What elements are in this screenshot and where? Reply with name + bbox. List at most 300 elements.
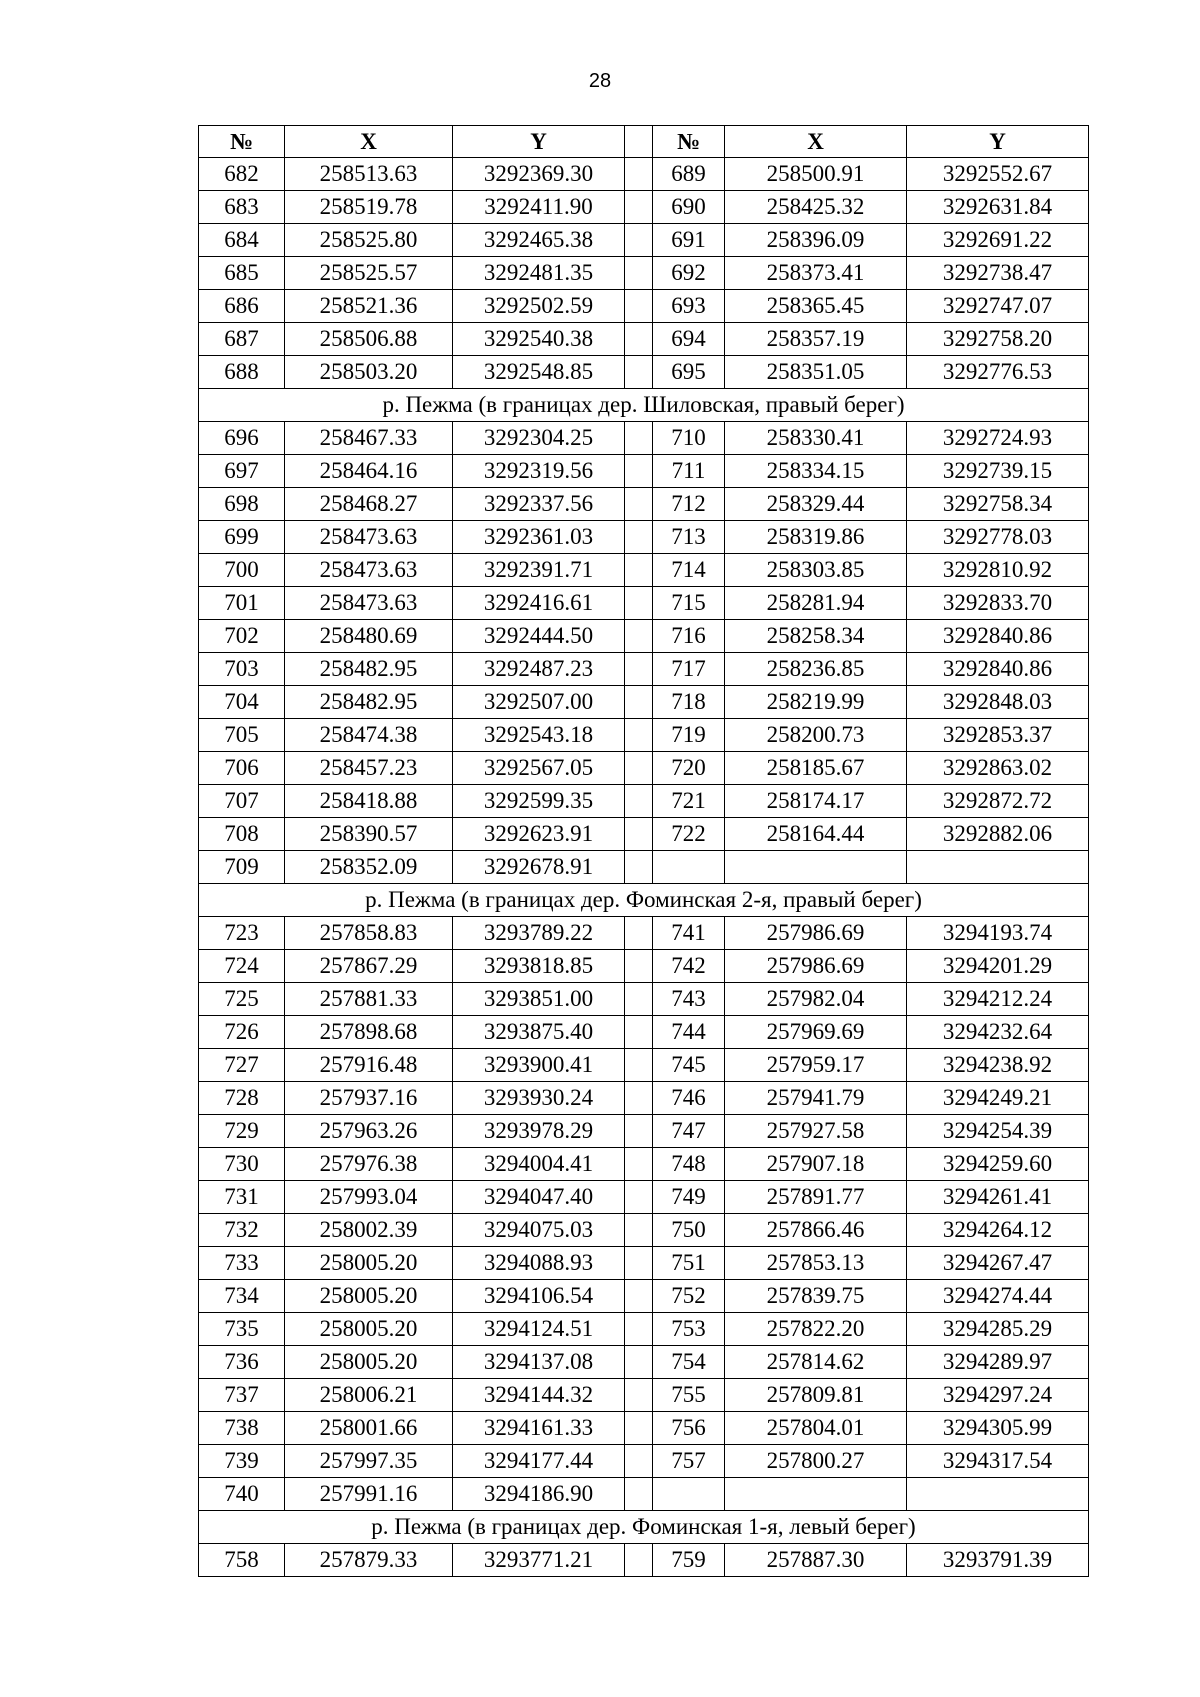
y-value: 3292507.00 (453, 686, 625, 719)
point-number: 740 (199, 1478, 285, 1511)
gap-cell (625, 1049, 653, 1082)
point-number: 742 (653, 950, 725, 983)
x-value: 258303.85 (725, 554, 907, 587)
y-value: 3292502.59 (453, 290, 625, 323)
y-value: 3292361.03 (453, 521, 625, 554)
gap-cell (625, 290, 653, 323)
point-number: 687 (199, 323, 285, 356)
table-row (199, 257, 1089, 290)
point-number: 752 (653, 1280, 725, 1313)
y-value: 3293818.85 (453, 950, 625, 983)
y-value: 3292691.22 (907, 224, 1089, 257)
gap-cell (625, 1379, 653, 1412)
y-value: 3292724.93 (907, 422, 1089, 455)
y-value: 3294264.12 (907, 1214, 1089, 1247)
point-number: 690 (653, 191, 725, 224)
point-number: 702 (199, 620, 285, 653)
x-value: 257997.35 (285, 1445, 453, 1478)
y-value: 3294297.24 (907, 1379, 1089, 1412)
x-value: 258357.19 (725, 323, 907, 356)
gap-cell (625, 983, 653, 1016)
x-value: 257937.16 (285, 1082, 453, 1115)
point-number: 754 (653, 1346, 725, 1379)
point-number: 700 (199, 554, 285, 587)
x-value: 257976.38 (285, 1148, 453, 1181)
y-value: 3294259.60 (907, 1148, 1089, 1181)
x-value: 258005.20 (285, 1247, 453, 1280)
x-value: 258482.95 (285, 653, 453, 686)
y-value: 3293930.24 (453, 1082, 625, 1115)
x-value: 258467.33 (285, 422, 453, 455)
gap-cell (625, 785, 653, 818)
point-number: 748 (653, 1148, 725, 1181)
point-number: 734 (199, 1280, 285, 1313)
point-number: 730 (199, 1148, 285, 1181)
point-number: 706 (199, 752, 285, 785)
point-number: 699 (199, 521, 285, 554)
y-value: 3292487.23 (453, 653, 625, 686)
table-row (199, 191, 1089, 224)
gap-cell (625, 653, 653, 686)
x-value: 258329.44 (725, 488, 907, 521)
point-number: 710 (653, 422, 725, 455)
table-row (199, 1148, 1089, 1181)
x-value: 257814.62 (725, 1346, 907, 1379)
table-row (199, 1313, 1089, 1346)
point-number: 686 (199, 290, 285, 323)
point-number: 713 (653, 521, 725, 554)
x-value: 257839.75 (725, 1280, 907, 1313)
table-row (199, 1544, 1089, 1577)
y-value: 3294106.54 (453, 1280, 625, 1313)
y-value: 3294317.54 (907, 1445, 1089, 1478)
y-value: 3293851.00 (453, 983, 625, 1016)
x-value: 258005.20 (285, 1313, 453, 1346)
y-value: 3292678.91 (453, 851, 625, 884)
x-value: 257907.18 (725, 1148, 907, 1181)
x-value: 257887.30 (725, 1544, 907, 1577)
point-number: 741 (653, 917, 725, 950)
y-value: 3294193.74 (907, 917, 1089, 950)
point-number: 755 (653, 1379, 725, 1412)
y-value: 3293875.40 (453, 1016, 625, 1049)
x-value: 258500.91 (725, 158, 907, 191)
y-value: 3292416.61 (453, 587, 625, 620)
point-number: 707 (199, 785, 285, 818)
y-value: 3292758.20 (907, 323, 1089, 356)
x-value: 258281.94 (725, 587, 907, 620)
x-value: 258373.41 (725, 257, 907, 290)
x-value: 257986.69 (725, 917, 907, 950)
x-value: 258482.95 (285, 686, 453, 719)
x-value: 258174.17 (725, 785, 907, 818)
y-value: 3292778.03 (907, 521, 1089, 554)
x-value: 258473.63 (285, 554, 453, 587)
table-row (199, 554, 1089, 587)
point-number: 721 (653, 785, 725, 818)
y-value: 3294088.93 (453, 1247, 625, 1280)
section-title: р. Пежма (в границах дер. Фоминская 1-я, левый берег) (199, 1511, 1089, 1544)
y-value: 3292776.53 (907, 356, 1089, 389)
x-value: 258236.85 (725, 653, 907, 686)
point-number: 745 (653, 1049, 725, 1082)
table-row (199, 653, 1089, 686)
table-row (199, 323, 1089, 356)
point-number: 756 (653, 1412, 725, 1445)
point-number (653, 1478, 725, 1511)
point-number: 723 (199, 917, 285, 950)
x-value: 258396.09 (725, 224, 907, 257)
y-value: 3292840.86 (907, 653, 1089, 686)
point-number: 692 (653, 257, 725, 290)
gap-cell (625, 323, 653, 356)
x-value: 258473.63 (285, 587, 453, 620)
point-number: 731 (199, 1181, 285, 1214)
point-number: 708 (199, 818, 285, 851)
y-value: 3294075.03 (453, 1214, 625, 1247)
table-row (199, 1247, 1089, 1280)
table-row (199, 752, 1089, 785)
x-value: 257809.81 (725, 1379, 907, 1412)
y-value: 3292319.56 (453, 455, 625, 488)
y-value: 3292411.90 (453, 191, 625, 224)
x-value: 258519.78 (285, 191, 453, 224)
y-value: 3294144.32 (453, 1379, 625, 1412)
gap-cell (625, 1082, 653, 1115)
point-number: 691 (653, 224, 725, 257)
y-value: 3292739.15 (907, 455, 1089, 488)
point-number: 736 (199, 1346, 285, 1379)
table-row (199, 1478, 1089, 1511)
x-value: 258513.63 (285, 158, 453, 191)
point-number: 688 (199, 356, 285, 389)
header-number: № (653, 126, 725, 158)
table-row (199, 290, 1089, 323)
header-number: № (199, 126, 285, 158)
gap-cell (625, 1148, 653, 1181)
table-row (199, 1181, 1089, 1214)
table-row (199, 1346, 1089, 1379)
y-value: 3294186.90 (453, 1478, 625, 1511)
point-number (653, 851, 725, 884)
y-value: 3294254.39 (907, 1115, 1089, 1148)
table-row (199, 1280, 1089, 1313)
gap-cell (625, 1346, 653, 1379)
section-title: р. Пежма (в границах дер. Шиловская, правый берег) (199, 389, 1089, 422)
header-y: Y (907, 126, 1089, 158)
x-value: 257881.33 (285, 983, 453, 1016)
y-value: 3294124.51 (453, 1313, 625, 1346)
table-row (199, 818, 1089, 851)
x-value: 257993.04 (285, 1181, 453, 1214)
x-value: 257800.27 (725, 1445, 907, 1478)
x-value: 257866.46 (725, 1214, 907, 1247)
point-number: 693 (653, 290, 725, 323)
x-value: 257959.17 (725, 1049, 907, 1082)
x-value: 258425.32 (725, 191, 907, 224)
y-value: 3292738.47 (907, 257, 1089, 290)
x-value: 258480.69 (285, 620, 453, 653)
x-value: 258457.23 (285, 752, 453, 785)
x-value: 258005.20 (285, 1280, 453, 1313)
point-number: 725 (199, 983, 285, 1016)
point-number: 718 (653, 686, 725, 719)
table-row (199, 1082, 1089, 1115)
y-value: 3293771.21 (453, 1544, 625, 1577)
y-value: 3292623.91 (453, 818, 625, 851)
y-value: 3292391.71 (453, 554, 625, 587)
y-value: 3293789.22 (453, 917, 625, 950)
table-row (199, 1049, 1089, 1082)
y-value: 3294212.24 (907, 983, 1089, 1016)
header-x: X (725, 126, 907, 158)
point-number: 683 (199, 191, 285, 224)
y-value: 3294161.33 (453, 1412, 625, 1445)
table-row (199, 1214, 1089, 1247)
y-value (907, 1478, 1089, 1511)
x-value: 258319.86 (725, 521, 907, 554)
point-number: 757 (653, 1445, 725, 1478)
y-value: 3292863.02 (907, 752, 1089, 785)
header-x: X (285, 126, 453, 158)
y-value: 3293791.39 (907, 1544, 1089, 1577)
section-row (199, 1511, 1089, 1544)
point-number: 695 (653, 356, 725, 389)
y-value: 3294047.40 (453, 1181, 625, 1214)
point-number: 747 (653, 1115, 725, 1148)
point-number: 709 (199, 851, 285, 884)
point-number: 727 (199, 1049, 285, 1082)
y-value: 3292599.35 (453, 785, 625, 818)
gap-cell (625, 257, 653, 290)
point-number: 717 (653, 653, 725, 686)
y-value (907, 851, 1089, 884)
table-row (199, 158, 1089, 191)
gap-cell (625, 818, 653, 851)
x-value: 257891.77 (725, 1181, 907, 1214)
y-value: 3292552.67 (907, 158, 1089, 191)
x-value: 258365.45 (725, 290, 907, 323)
gap-cell (625, 455, 653, 488)
x-value: 258200.73 (725, 719, 907, 752)
x-value: 258005.20 (285, 1346, 453, 1379)
gap-cell (625, 1181, 653, 1214)
table-row (199, 521, 1089, 554)
y-value: 3294261.41 (907, 1181, 1089, 1214)
y-value: 3294238.92 (907, 1049, 1089, 1082)
table-row (199, 950, 1089, 983)
x-value: 258219.99 (725, 686, 907, 719)
y-value: 3293900.41 (453, 1049, 625, 1082)
gap-cell (625, 1313, 653, 1346)
gap-cell (625, 950, 653, 983)
x-value: 257986.69 (725, 950, 907, 983)
y-value: 3292444.50 (453, 620, 625, 653)
point-number: 697 (199, 455, 285, 488)
point-number: 750 (653, 1214, 725, 1247)
x-value: 258164.44 (725, 818, 907, 851)
x-value (725, 851, 907, 884)
y-value: 3292567.05 (453, 752, 625, 785)
table-row (199, 620, 1089, 653)
page-number: 28 (588, 70, 612, 92)
y-value: 3292810.92 (907, 554, 1089, 587)
gap-cell (625, 1445, 653, 1478)
point-number: 759 (653, 1544, 725, 1577)
x-value: 257916.48 (285, 1049, 453, 1082)
point-number: 732 (199, 1214, 285, 1247)
table-header (199, 126, 1089, 158)
x-value: 257879.33 (285, 1544, 453, 1577)
point-number: 753 (653, 1313, 725, 1346)
header-row (199, 126, 1089, 158)
y-value: 3294274.44 (907, 1280, 1089, 1313)
y-value: 3292833.70 (907, 587, 1089, 620)
header-gap (625, 126, 653, 158)
gap-cell (625, 1478, 653, 1511)
table-row (199, 488, 1089, 521)
x-value: 258334.15 (725, 455, 907, 488)
point-number: 703 (199, 653, 285, 686)
table-row (199, 917, 1089, 950)
coordinates-table (198, 125, 1089, 1577)
x-value: 258330.41 (725, 422, 907, 455)
section-title: р. Пежма (в границах дер. Фоминская 2-я, правый берег) (199, 884, 1089, 917)
x-value: 258185.67 (725, 752, 907, 785)
y-value: 3292631.84 (907, 191, 1089, 224)
point-number: 715 (653, 587, 725, 620)
table-body (199, 158, 1089, 1577)
x-value: 257969.69 (725, 1016, 907, 1049)
x-value: 258006.21 (285, 1379, 453, 1412)
point-number: 744 (653, 1016, 725, 1049)
point-number: 682 (199, 158, 285, 191)
y-value: 3292337.56 (453, 488, 625, 521)
point-number: 729 (199, 1115, 285, 1148)
y-value: 3294232.64 (907, 1016, 1089, 1049)
gap-cell (625, 191, 653, 224)
gap-cell (625, 356, 653, 389)
gap-cell (625, 917, 653, 950)
x-value (725, 1478, 907, 1511)
x-value: 257853.13 (725, 1247, 907, 1280)
y-value: 3292747.07 (907, 290, 1089, 323)
point-number: 738 (199, 1412, 285, 1445)
point-number: 685 (199, 257, 285, 290)
x-value: 257941.79 (725, 1082, 907, 1115)
x-value: 258352.09 (285, 851, 453, 884)
x-value: 257822.20 (725, 1313, 907, 1346)
table-row (199, 224, 1089, 257)
y-value: 3294249.21 (907, 1082, 1089, 1115)
point-number: 746 (653, 1082, 725, 1115)
y-value: 3292882.06 (907, 818, 1089, 851)
point-number: 712 (653, 488, 725, 521)
x-value: 258464.16 (285, 455, 453, 488)
x-value: 258525.80 (285, 224, 453, 257)
y-value: 3292540.38 (453, 323, 625, 356)
table-row (199, 1115, 1089, 1148)
point-number: 749 (653, 1181, 725, 1214)
y-value: 3292872.72 (907, 785, 1089, 818)
point-number: 751 (653, 1247, 725, 1280)
gap-cell (625, 422, 653, 455)
x-value: 258506.88 (285, 323, 453, 356)
x-value: 258521.36 (285, 290, 453, 323)
point-number: 696 (199, 422, 285, 455)
x-value: 258002.39 (285, 1214, 453, 1247)
point-number: 684 (199, 224, 285, 257)
point-number: 728 (199, 1082, 285, 1115)
x-value: 257963.26 (285, 1115, 453, 1148)
table-row (199, 422, 1089, 455)
point-number: 689 (653, 158, 725, 191)
point-number: 758 (199, 1544, 285, 1577)
x-value: 258390.57 (285, 818, 453, 851)
table-row (199, 686, 1089, 719)
point-number: 704 (199, 686, 285, 719)
table-row (199, 851, 1089, 884)
x-value: 258468.27 (285, 488, 453, 521)
table-row (199, 983, 1089, 1016)
table-row (199, 587, 1089, 620)
x-value: 258418.88 (285, 785, 453, 818)
point-number: 711 (653, 455, 725, 488)
y-value: 3292465.38 (453, 224, 625, 257)
y-value: 3292481.35 (453, 257, 625, 290)
x-value: 257927.58 (725, 1115, 907, 1148)
gap-cell (625, 851, 653, 884)
y-value: 3292548.85 (453, 356, 625, 389)
point-number: 739 (199, 1445, 285, 1478)
gap-cell (625, 620, 653, 653)
section-row (199, 884, 1089, 917)
table-row (199, 1445, 1089, 1478)
point-number: 733 (199, 1247, 285, 1280)
y-value: 3292543.18 (453, 719, 625, 752)
point-number: 720 (653, 752, 725, 785)
table-row (199, 455, 1089, 488)
point-number: 719 (653, 719, 725, 752)
y-value: 3294289.97 (907, 1346, 1089, 1379)
y-value: 3292840.86 (907, 620, 1089, 653)
gap-cell (625, 587, 653, 620)
section-row (199, 389, 1089, 422)
x-value: 257867.29 (285, 950, 453, 983)
gap-cell (625, 521, 653, 554)
gap-cell (625, 719, 653, 752)
table-row (199, 356, 1089, 389)
x-value: 257858.83 (285, 917, 453, 950)
table-row (199, 1412, 1089, 1445)
x-value: 258473.63 (285, 521, 453, 554)
point-number: 737 (199, 1379, 285, 1412)
gap-cell (625, 1280, 653, 1313)
y-value: 3292304.25 (453, 422, 625, 455)
gap-cell (625, 1247, 653, 1280)
gap-cell (625, 158, 653, 191)
gap-cell (625, 1544, 653, 1577)
y-value: 3294267.47 (907, 1247, 1089, 1280)
table-row (199, 1016, 1089, 1049)
x-value: 257898.68 (285, 1016, 453, 1049)
point-number: 724 (199, 950, 285, 983)
point-number: 714 (653, 554, 725, 587)
x-value: 258525.57 (285, 257, 453, 290)
table-row (199, 785, 1089, 818)
header-y: Y (453, 126, 625, 158)
y-value: 3294137.08 (453, 1346, 625, 1379)
